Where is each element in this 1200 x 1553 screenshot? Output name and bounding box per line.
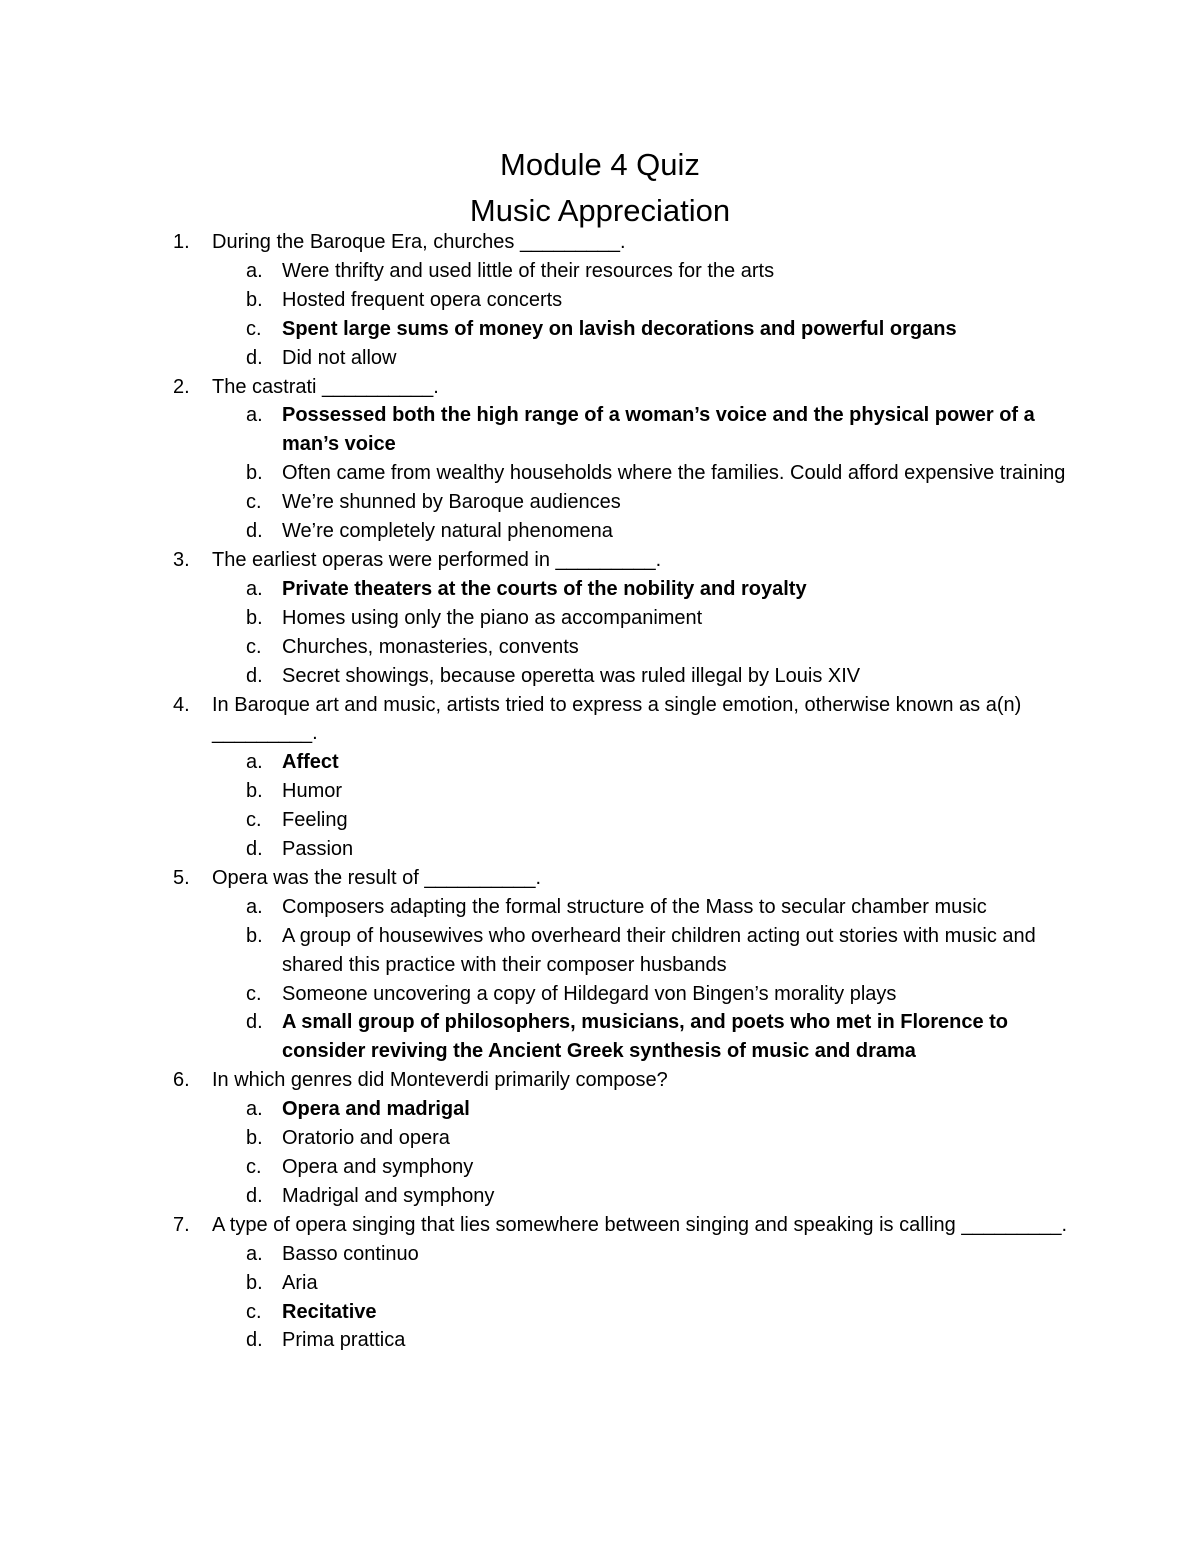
option-letter: d. (246, 1011, 263, 1034)
answer-option (173, 286, 1073, 315)
option-text: Spent large sums of money on lavish decorations and powerful organs (282, 317, 957, 340)
option-letter: b. (246, 780, 263, 803)
document-subtitle: Music Appreciation (469, 193, 731, 228)
option-letter: d. (246, 1329, 263, 1352)
option-letter: b. (246, 924, 263, 947)
question-text: In Baroque art and music, artists tried to express a single emotion, otherwise known as a(n) _________. (212, 693, 1022, 745)
quiz-question-list (173, 228, 1073, 1355)
question-number: 4. (173, 693, 190, 716)
answer-option (173, 893, 1073, 922)
option-text: Opera and madrigal (282, 1098, 470, 1121)
question-number: 5. (173, 866, 190, 889)
answer-option (173, 633, 1073, 662)
option-text: Private theaters at the courts of the nobility and royalty (282, 577, 807, 600)
option-letter: d. (246, 664, 263, 687)
answer-option (173, 344, 1073, 373)
question-2 (173, 373, 1073, 402)
option-text: Opera and symphony (282, 1156, 474, 1178)
question-number: 1. (173, 231, 190, 253)
option-text: Secret showings, because operetta was ruled illegal by Louis XIV (282, 664, 861, 687)
option-text: Possessed both the high range of a woman’s voice and the physical power of a man’s voice (282, 404, 1035, 456)
answer-option-list (173, 1240, 1073, 1356)
option-letter: b. (246, 288, 263, 311)
answer-option-correct (173, 1298, 1073, 1327)
answer-option (173, 777, 1073, 806)
answer-option-correct (173, 1008, 1073, 1066)
option-text: Did not allow (282, 346, 397, 369)
answer-option-list (173, 257, 1073, 373)
question-7 (173, 1211, 1073, 1240)
option-letter: d. (246, 838, 263, 861)
question-text: The earliest operas were performed in _________. (212, 548, 662, 571)
question-3 (173, 546, 1073, 575)
answer-option-correct (173, 315, 1073, 344)
option-text: Oratorio and opera (282, 1127, 450, 1150)
option-letter: a. (246, 895, 263, 918)
answer-option (173, 1124, 1073, 1153)
question-6 (173, 1066, 1073, 1095)
option-text: Were thrifty and used little of their resources for the arts (282, 259, 775, 282)
answer-option (173, 1182, 1073, 1211)
option-letter: b. (246, 606, 263, 629)
answer-option-list (173, 1095, 1073, 1211)
option-text: Aria (282, 1271, 318, 1294)
answer-option (173, 835, 1073, 864)
option-letter: d. (246, 346, 263, 369)
answer-option (173, 1240, 1073, 1269)
answer-option-correct (173, 1095, 1073, 1124)
question-number: 7. (173, 1213, 190, 1236)
option-letter: a. (246, 751, 263, 774)
option-text: We’re completely natural phenomena (282, 520, 613, 543)
option-text: Humor (282, 780, 343, 803)
option-letter: b. (246, 1127, 263, 1150)
option-text: Madrigal and symphony (282, 1184, 495, 1207)
question-number: 3. (173, 548, 190, 571)
option-letter: a. (246, 404, 263, 427)
question-number: 6. (173, 1069, 190, 1092)
question-number: 2. (173, 375, 190, 398)
option-text: We’re shunned by Baroque audiences (282, 491, 621, 514)
option-text: Feeling (282, 809, 348, 832)
option-letter: c. (246, 982, 262, 1005)
answer-option-correct (173, 575, 1073, 604)
option-text: Recitative (282, 1300, 377, 1323)
answer-option (173, 662, 1073, 691)
option-letter: c. (246, 491, 262, 514)
option-letter: a. (246, 577, 263, 600)
question-text: During the Baroque Era, churches _________. (212, 231, 626, 253)
title-block (0, 142, 1200, 234)
question-text: A type of opera singing that lies somewhere between singing and speaking is calling _________. (212, 1213, 1068, 1236)
question-1 (173, 228, 1073, 257)
answer-option-list (173, 748, 1073, 864)
option-letter: a. (246, 259, 263, 282)
answer-option-list (173, 575, 1073, 691)
answer-option (173, 980, 1073, 1009)
option-text: Basso continuo (282, 1242, 419, 1265)
answer-option (173, 459, 1073, 488)
option-text: Someone uncovering a copy of Hildegard von Bingen’s morality plays (282, 982, 897, 1005)
option-text: Prima prattica (282, 1329, 406, 1352)
answer-option (173, 488, 1073, 517)
option-text: Churches, monasteries, convents (282, 635, 579, 658)
option-text: Homes using only the piano as accompaniment (282, 606, 703, 629)
question-text: In which genres did Monteverdi primarily compose? (212, 1069, 668, 1092)
answer-option (173, 1269, 1073, 1298)
option-letter: a. (246, 1242, 263, 1265)
option-letter: b. (246, 462, 263, 485)
option-text: Hosted frequent opera concerts (282, 288, 563, 311)
answer-option (173, 1153, 1073, 1182)
answer-option (173, 517, 1073, 546)
option-letter: c. (246, 1300, 262, 1323)
option-text: Often came from wealthy households where the families. Could afford expensive training (282, 462, 1066, 485)
answer-option (173, 1326, 1073, 1355)
option-text: Affect (282, 751, 339, 774)
option-letter: b. (246, 1271, 263, 1294)
answer-option (173, 257, 1073, 286)
option-letter: d. (246, 1184, 263, 1207)
option-text: A small group of philosophers, musicians, and poets who met in Florence to consider reviving the Ancient Greek synthesis of music and drama (282, 1011, 1009, 1063)
document-title: Module 4 Quiz (500, 147, 700, 182)
option-letter: c. (246, 809, 262, 832)
answer-option (173, 604, 1073, 633)
question-text: Opera was the result of __________. (212, 866, 542, 889)
option-letter: d. (246, 520, 263, 543)
answer-option-correct (173, 748, 1073, 777)
option-letter: c. (246, 635, 262, 658)
option-text: A group of housewives who overheard their children acting out stories with music and shared this practice with their composer husbands (282, 924, 1036, 976)
option-letter: a. (246, 1098, 263, 1121)
option-letter: c. (246, 317, 262, 340)
answer-option (173, 922, 1073, 980)
question-4 (173, 691, 1073, 749)
option-letter: c. (246, 1156, 262, 1178)
question-text: The castrati __________. (212, 375, 439, 398)
option-text: Passion (282, 838, 354, 861)
answer-option-list (173, 401, 1073, 546)
option-text: Composers adapting the formal structure of the Mass to secular chamber music (282, 895, 987, 918)
answer-option-correct (173, 401, 1073, 459)
question-5 (173, 864, 1073, 893)
answer-option (173, 806, 1073, 835)
answer-option-list (173, 893, 1073, 1066)
